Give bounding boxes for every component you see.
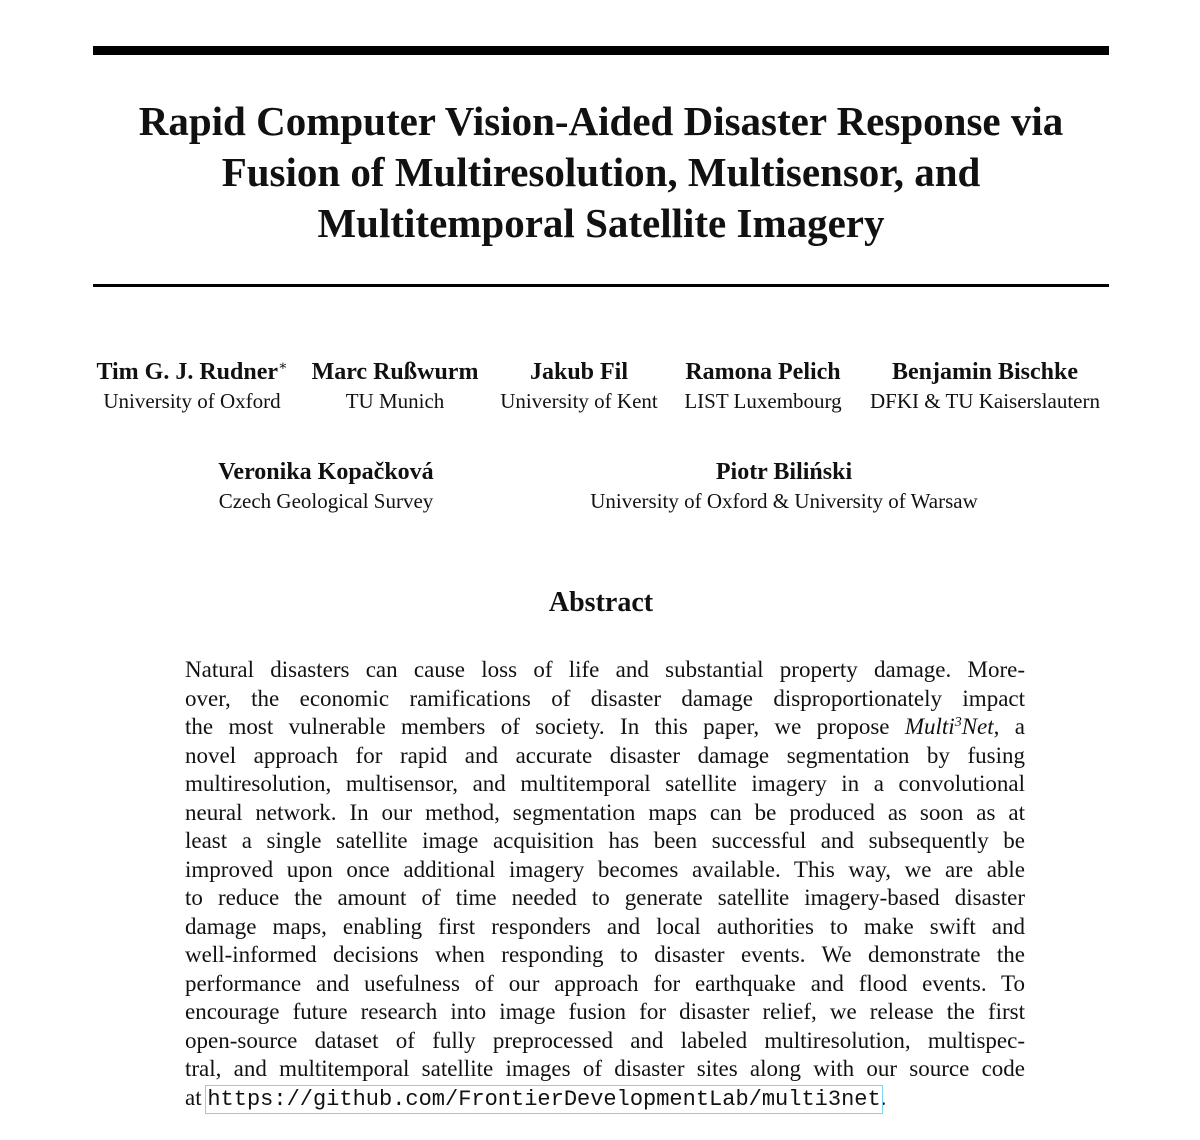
author-affiliation: LIST Luxembourg bbox=[684, 389, 842, 413]
abstract-line: performance and usefulness of our approach for earthquake and flood events. To bbox=[185, 970, 1025, 996]
title-bottom-rule bbox=[93, 284, 1109, 287]
author-name: Piotr Biliński bbox=[715, 459, 853, 485]
author-block bbox=[492, 358, 666, 416]
author-footnote-mark: ∗ bbox=[278, 359, 288, 374]
title-line: Multitemporal Satellite Imagery bbox=[317, 200, 885, 246]
author-name: Veronika Kopačková bbox=[218, 459, 434, 485]
source-code-link[interactable]: https://github.com/FrontierDevelopmentLab/multi3net bbox=[207, 1086, 881, 1112]
abstract-line: novel approach for rapid and accurate disaster damage segmentation by fusing bbox=[185, 742, 1025, 768]
abstract-line: neural network. In our method, segmentation maps can be produced as soon as at bbox=[185, 799, 1025, 825]
abstract-line: Natural disasters can cause loss of life and substantial property damage. More- bbox=[185, 657, 1025, 682]
author-block bbox=[672, 358, 854, 416]
author-name: Ramona Pelich bbox=[685, 359, 841, 385]
author-affiliation: DFKI & TU Kaiserslautern bbox=[870, 389, 1100, 413]
author-block bbox=[858, 358, 1112, 416]
method-name: Multi$^3$Net bbox=[904, 714, 994, 739]
abstract-line: to reduce the amount of time needed to generate satellite imagery-based disaster bbox=[185, 885, 1025, 910]
author-name: Jakub Fil bbox=[529, 359, 629, 385]
author-block bbox=[302, 358, 488, 416]
author-affiliation: Czech Geological Survey bbox=[218, 489, 434, 513]
author-name: Tim G. J. Rudner∗ bbox=[96, 359, 288, 385]
author-block bbox=[196, 458, 456, 516]
author-name: Marc Rußwurm bbox=[311, 359, 479, 385]
abstract-line: at https://github.com/FrontierDevelopmentLab/multi3net. bbox=[185, 1084, 887, 1112]
author-block bbox=[560, 458, 1008, 516]
abstract-heading: Abstract bbox=[548, 587, 654, 618]
title-top-rule bbox=[93, 46, 1109, 55]
author-name: Benjamin Bischke bbox=[891, 359, 1079, 385]
abstract-line: multiresolution, multisensor, and multitemporal satellite imagery in a convolutional bbox=[185, 771, 1025, 796]
abstract-line: over, the economic ramifications of disaster damage disproportionately impact bbox=[185, 685, 1025, 711]
abstract-line: encourage future research into image fusion for disaster relief, we release the first bbox=[185, 999, 1025, 1024]
author-affiliation: University of Oxford & University of Warsaw bbox=[590, 489, 978, 513]
abstract-line: well-informed decisions when responding to disaster events. We demonstrate the bbox=[185, 942, 1025, 967]
paper-title bbox=[93, 96, 1109, 249]
author-block bbox=[90, 358, 294, 416]
abstract-line: damage maps, enabling first responders and local authorities to make swift and bbox=[185, 913, 1025, 939]
title-line: Rapid Computer Vision-Aided Disaster Response via bbox=[138, 98, 1064, 144]
author-affiliation: University of Oxford bbox=[103, 389, 281, 413]
abstract-line: the most vulnerable members of society. In this paper, we propose Multi$^3$Net, a bbox=[185, 714, 1025, 739]
abstract-line: least a single satellite image acquisition has been successful and subsequently be bbox=[185, 828, 1025, 853]
title-line: Fusion of Multiresolution, Multisensor, and bbox=[221, 149, 981, 195]
abstract-line: tral, and multitemporal satellite images of disaster sites along with our source code bbox=[185, 1056, 1025, 1081]
abstract-body bbox=[185, 656, 1025, 1112]
author-affiliation: TU Munich bbox=[345, 389, 445, 413]
abstract-line: open-source dataset of fully preprocessed and labeled multiresolution, multispec- bbox=[185, 1027, 1025, 1053]
author-affiliation: University of Kent bbox=[500, 389, 658, 413]
abstract-line: improved upon once additional imagery becomes available. This way, we are able bbox=[185, 856, 1025, 882]
